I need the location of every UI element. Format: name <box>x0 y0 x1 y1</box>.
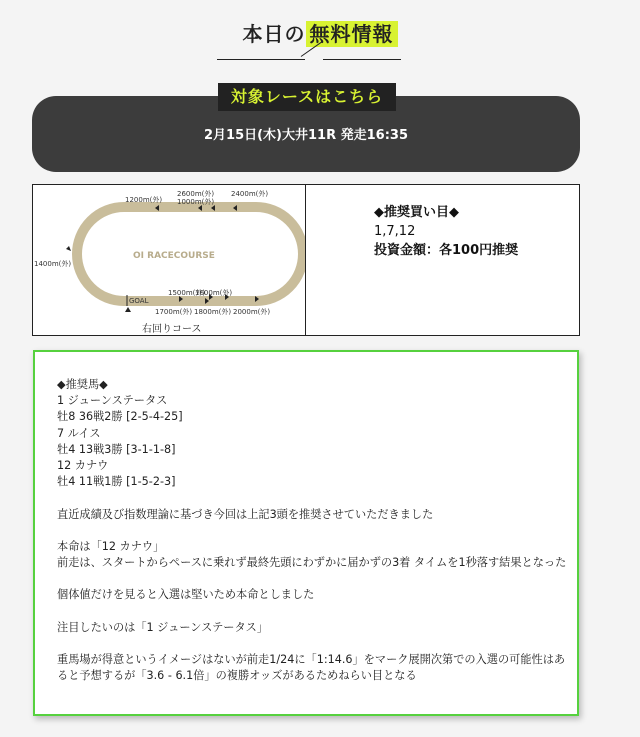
attention-reason: ると予想するが「3.6 - 6.1倍」の複勝オッズがあるためねらい目となる <box>57 669 417 683</box>
picks-stake: 投資金額：各100円推奨 <box>374 243 519 258</box>
horse-name: 12 カナウ <box>57 458 109 472</box>
horse-record: 牡4 13戦3勝 [3-1-1-8] <box>57 442 176 456</box>
label-2400: 2400m(外) <box>231 190 269 198</box>
title-highlight: 無料情報 <box>306 21 398 47</box>
race-info: 2月15日(木)大井11R 発走16:35 <box>203 128 409 143</box>
course-map <box>33 185 305 333</box>
horse-name: 7 ルイス <box>57 426 101 440</box>
picks-heading: ◆推奨買い目◆ <box>374 205 459 220</box>
course-name: OI RACECOURSE <box>133 251 215 261</box>
basis-text: 直近成績及び指数理論に基づき今回は上記3頭を推奨させていただきました <box>57 507 434 521</box>
title-divider-right <box>323 59 401 60</box>
title-divider-left <box>217 59 305 60</box>
title-prefix: 本日の <box>242 22 306 46</box>
picks-numbers: 1,7,12 <box>374 224 416 239</box>
label-2000: 2000m(外) <box>233 308 271 316</box>
horse-record: 牡8 36戦2勝 [2-5-4-25] <box>57 410 183 424</box>
horse-record: 牡4 11戦1勝 [1-5-2-3] <box>57 475 176 489</box>
label-goal: GOAL <box>129 297 149 305</box>
race-tag: 対象レースはこちら <box>218 83 396 111</box>
label-1500: 1500m(外) <box>168 289 206 297</box>
label-1000: 1000m(外) <box>177 198 215 206</box>
label-1600: 1600m(外) <box>195 289 233 297</box>
recommendation-heading: ◆推奨馬◆ <box>57 378 108 391</box>
main-reason: 前走は、スタートからペースに乗れず最終先頭にわずかに届かずの3着 タイムを1秒落す結果となった <box>57 556 567 570</box>
main-pick: 本命は「12 カナウ」 <box>57 539 165 553</box>
individual-note: 個体値だけを見ると入選は堅いため本命としました <box>57 588 315 602</box>
recommendation-content <box>57 377 567 685</box>
label-1400: 1400m(外) <box>34 260 72 268</box>
marker-1400 <box>66 246 71 251</box>
panel-divider <box>305 184 306 336</box>
marker-goal <box>125 307 131 312</box>
label-1800: 1800m(外) <box>194 308 232 316</box>
label-1200: 1200m(外) <box>125 196 163 204</box>
recommended-picks <box>374 203 518 260</box>
course-caption: 右回りコース <box>142 324 202 335</box>
label-1700: 1700m(外) <box>155 308 193 316</box>
horse-name: 1 ジューンステータス <box>57 394 168 408</box>
label-2600: 2600m(外) <box>177 190 215 198</box>
attention-reason: 重馬場が得意というイメージはないが前走1/24に「1:14.6」をマーク展開次第での入選の可能性はあ <box>57 653 566 667</box>
attention-pick: 注目したいのは「1 ジューンステータス」 <box>57 620 269 634</box>
